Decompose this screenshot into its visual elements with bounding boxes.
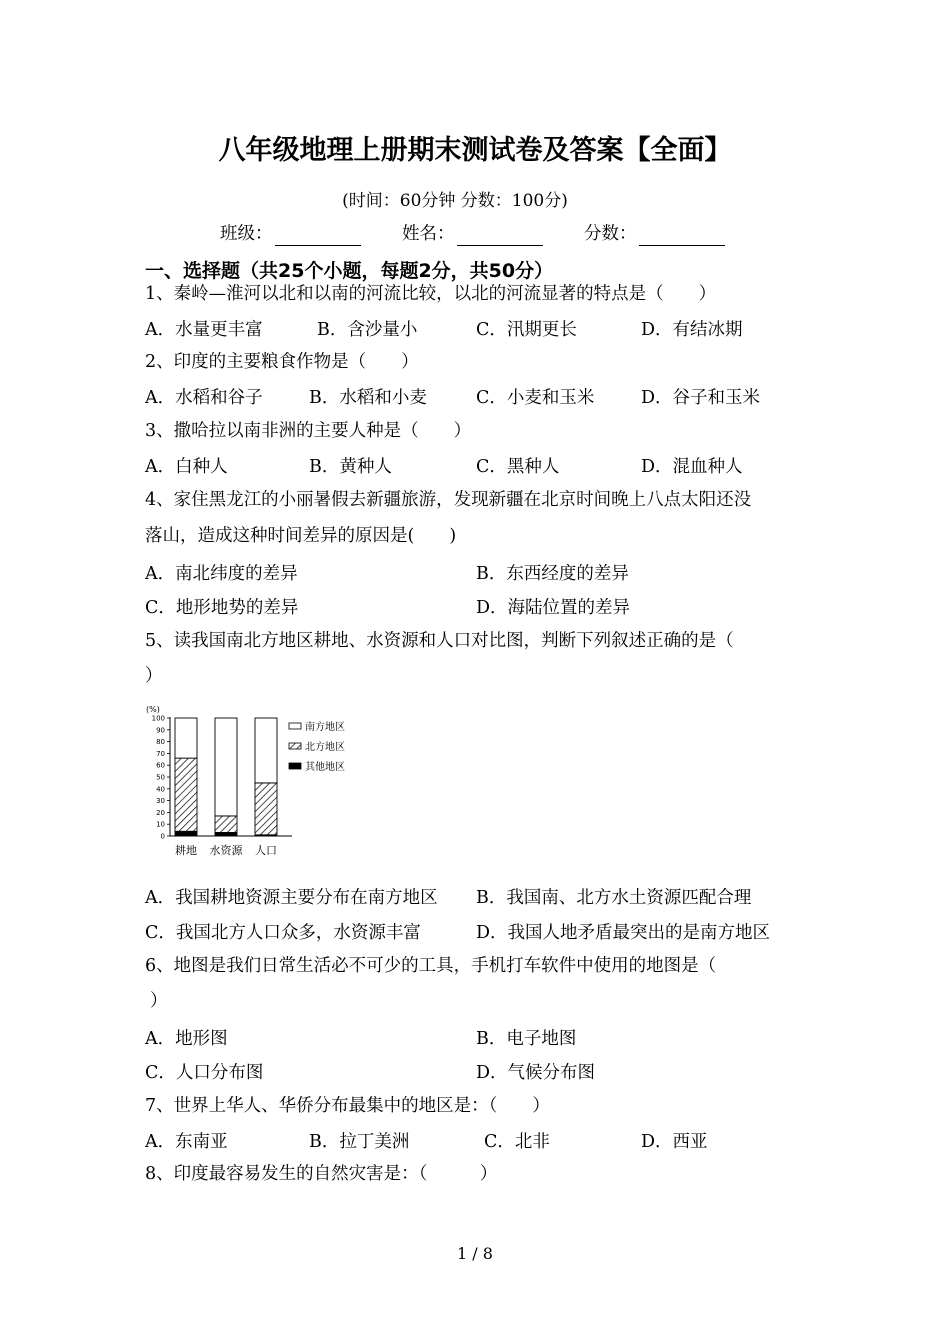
bar-segment [255, 783, 277, 835]
question-6-cont: ） [150, 991, 168, 1011]
option[interactable]: D．西亚 [641, 1132, 708, 1152]
legend-label: 其他地区 [305, 762, 345, 773]
legend-swatch [289, 763, 301, 769]
y-tick-label: 80 [156, 738, 165, 747]
option[interactable]: C．人口分布图 [145, 1063, 264, 1083]
score-blank[interactable] [639, 227, 725, 246]
name-field [402, 222, 543, 246]
y-tick-label: 40 [156, 785, 165, 794]
option[interactable]: B．拉丁美洲 [309, 1132, 410, 1152]
y-tick-label: 50 [156, 773, 165, 782]
bar-segment [215, 832, 237, 836]
option[interactable]: B．黄种人 [309, 457, 392, 477]
question-4: 4、家住黑龙江的小丽暑假去新疆旅游，发现新疆在北京时间晚上八点太阳还没 [145, 490, 752, 510]
x-tick-label: 耕地 [175, 844, 197, 857]
y-tick-label: 90 [156, 726, 165, 735]
option[interactable]: B．电子地图 [476, 1029, 577, 1049]
option[interactable]: A．东南亚 [145, 1132, 228, 1152]
y-tick-label: 100 [151, 714, 165, 723]
question-2: 2、印度的主要粮食作物是（ ） [145, 352, 419, 372]
question-5-cont: ） [145, 666, 163, 686]
question-4-cont: 落山，造成这种时间差异的原因是( ) [145, 526, 457, 546]
bar-segment [175, 718, 197, 758]
option[interactable]: A．我国耕地资源主要分布在南方地区 [145, 888, 438, 908]
question-7: 7、世界上华人、华侨分布最集中的地区是：（ ） [145, 1096, 550, 1116]
option[interactable]: D．气候分布图 [476, 1063, 596, 1083]
y-tick-label: 70 [156, 749, 165, 758]
bar-segment [215, 718, 237, 816]
option[interactable]: A．水量更丰富 [145, 320, 263, 340]
option[interactable]: B．东西经度的差异 [476, 564, 629, 584]
legend-swatch [289, 743, 301, 749]
y-tick-label: 10 [156, 820, 165, 829]
y-tick-label: 30 [156, 797, 165, 806]
option[interactable]: A．南北纬度的差异 [145, 564, 298, 584]
option[interactable]: D．我国人地矛盾最突出的是南方地区 [476, 923, 771, 943]
unit-label: (%) [146, 705, 160, 714]
bar-segment [175, 831, 197, 836]
section-heading: 一、选择题（共25个小题，每题2分，共50分） [145, 260, 554, 282]
option[interactable]: C．地形地势的差异 [145, 598, 299, 618]
bar-segment [255, 718, 277, 783]
land-water-population-chart [140, 700, 380, 862]
x-tick-label: 人口 [255, 844, 277, 857]
exam-meta: (时间：60分钟 分数：100分) [342, 191, 568, 211]
y-tick-label: 60 [156, 761, 165, 770]
option[interactable]: B．水稻和小麦 [309, 388, 427, 408]
x-tick-label: 水资源 [209, 844, 243, 857]
question-6: 6、地图是我们日常生活必不可少的工具，手机打车软件中使用的地图是（ [145, 956, 717, 976]
y-tick-label: 20 [156, 808, 165, 817]
question-1: 1、秦岭—淮河以北和以南的河流比较，以北的河流显著的特点是（ ） [145, 284, 717, 304]
legend-swatch [289, 723, 301, 729]
page-title: 八年级地理上册期末测试卷及答案【全面】 [218, 135, 732, 166]
question-5: 5、读我国南北方地区耕地、水资源和人口对比图，判断下列叙述正确的是（ [145, 631, 734, 651]
y-tick-label: 0 [160, 832, 165, 841]
option[interactable]: C．我国北方人口众多，水资源丰富 [145, 923, 421, 943]
option[interactable]: B．我国南、北方水土资源匹配合理 [476, 888, 752, 908]
page-number: 1 / 8 [457, 1244, 493, 1263]
legend-label: 北方地区 [305, 742, 345, 753]
question-8: 8、印度最容易发生的自然灾害是：（ ） [145, 1164, 498, 1184]
legend-label: 南方地区 [305, 722, 345, 733]
option[interactable]: C．北非 [484, 1132, 550, 1152]
name-label: 姓名： [402, 224, 455, 244]
option[interactable]: A．地形图 [145, 1029, 228, 1049]
option[interactable]: C．小麦和玉米 [476, 388, 595, 408]
class-label: 班级： [220, 224, 273, 244]
bar-segment [175, 758, 197, 831]
option[interactable]: B．含沙量小 [317, 320, 418, 340]
bar-segment [215, 816, 237, 833]
class-blank[interactable] [275, 227, 361, 246]
option[interactable]: D．混血种人 [641, 457, 743, 477]
option[interactable]: D．海陆位置的差异 [476, 598, 631, 618]
question-3: 3、撒哈拉以南非洲的主要人种是（ ） [145, 421, 472, 441]
name-blank[interactable] [457, 227, 543, 246]
option[interactable]: C．汛期更长 [476, 320, 577, 340]
score-label: 分数： [584, 224, 637, 244]
score-field [584, 222, 725, 246]
option[interactable]: C．黑种人 [476, 457, 560, 477]
class-field [220, 222, 361, 246]
option[interactable]: D．谷子和玉米 [641, 388, 761, 408]
option[interactable]: A．水稻和谷子 [145, 388, 263, 408]
option[interactable]: D．有结冰期 [641, 320, 743, 340]
option[interactable]: A．白种人 [145, 457, 228, 477]
